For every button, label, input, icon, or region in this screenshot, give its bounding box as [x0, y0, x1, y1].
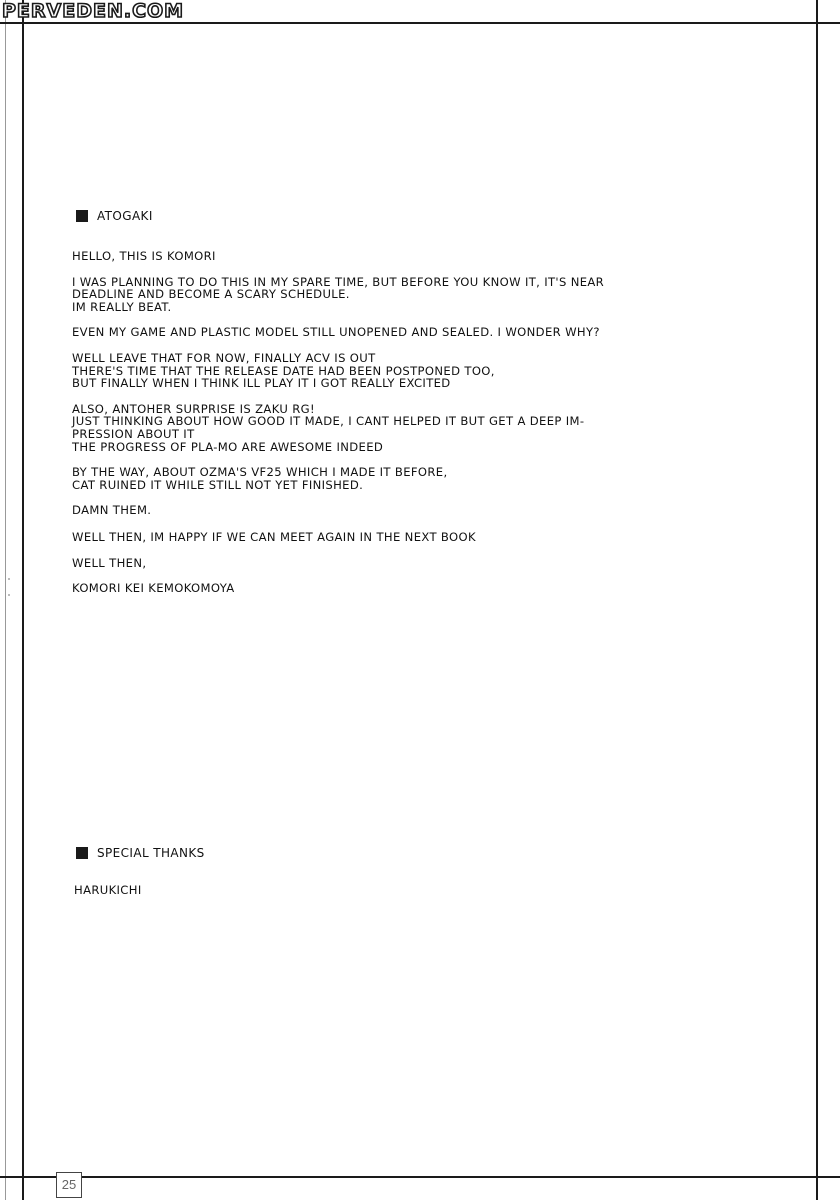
paragraph-line: WELL THEN, IM HAPPY IF WE CAN MEET AGAIN IN THE NEXT BOOK — [72, 529, 476, 544]
paragraph-line: WELL LEAVE THAT FOR NOW, FINALLY ACV IS OUT — [72, 350, 376, 365]
paragraph-line: I WAS PLANNING TO DO THIS IN MY SPARE TIME, BUT BEFORE YOU KNOW IT, IT'S NEAR — [72, 274, 605, 289]
paragraph-line: DEADLINE AND BECOME A SCARY SCHEDULE. — [72, 287, 350, 302]
paragraph — [72, 582, 672, 595]
paragraph-line: JUST THINKING ABOUT HOW GOOD IT MADE, I CANT HELPED IT BUT GET A DEEP IM- — [72, 414, 585, 429]
left-border-rule — [22, 0, 24, 1200]
paragraph-line: PRESSION ABOUT IT — [72, 426, 195, 441]
paragraph — [72, 276, 672, 314]
paragraph — [72, 466, 672, 491]
square-bullet-icon — [76, 847, 88, 859]
paragraph — [72, 326, 672, 339]
top-border-rule — [0, 22, 840, 24]
atogaki-body — [72, 250, 672, 608]
right-border-rule — [816, 0, 818, 1200]
paragraph-line: EVEN MY GAME AND PLASTIC MODEL STILL UNOPENED AND SEALED. I WONDER WHY? — [72, 325, 600, 340]
left-border-rule-outer — [5, 0, 6, 1200]
paragraph — [72, 504, 672, 517]
special-thanks-name: HARUKICHI — [74, 883, 142, 897]
paragraph-line: CAT RUINED IT WHILE STILL NOT YET FINISHED. — [72, 477, 364, 492]
paragraph — [72, 557, 672, 570]
paragraph — [72, 250, 672, 263]
paragraph-line: KOMORI KEI KEMOKOMOYA — [72, 581, 235, 596]
paragraph — [72, 531, 672, 544]
paragraph — [72, 403, 672, 453]
paragraph-line: HELLO, THIS IS KOMORI — [72, 249, 216, 263]
paragraph-line: THE PROGRESS OF PLA-MO ARE AWESOME INDEED — [72, 439, 384, 454]
paragraph-line: IM REALLY BEAT. — [72, 299, 172, 314]
scan-speck — [8, 594, 10, 596]
paragraph-line: DAMN THEM. — [72, 503, 152, 518]
paragraph — [72, 352, 672, 390]
bottom-border-rule — [0, 1176, 840, 1178]
special-thanks-heading — [76, 846, 205, 860]
scan-speck — [8, 578, 10, 580]
paragraph-line: WELL THEN, — [72, 555, 147, 570]
page-number: 25 — [56, 1172, 82, 1198]
atogaki-heading-text: ATOGAKI — [97, 209, 153, 223]
watermark-logo: PERVEDEN.COM — [2, 0, 185, 22]
paragraph-line: BY THE WAY, ABOUT OZMA'S VF25 WHICH I MADE IT BEFORE, — [72, 465, 448, 480]
paragraph-line: ALSO, ANTOHER SURPRISE IS ZAKU RG! — [72, 401, 315, 416]
atogaki-heading — [76, 209, 153, 223]
square-bullet-icon — [76, 210, 88, 222]
paragraph-line: THERE'S TIME THAT THE RELEASE DATE HAD BEEN POSTPONED TOO, — [72, 363, 495, 378]
special-thanks-heading-text: SPECIAL THANKS — [97, 846, 205, 860]
paragraph-line: BUT FINALLY WHEN I THINK ILL PLAY IT I GOT REALLY EXCITED — [72, 376, 451, 391]
